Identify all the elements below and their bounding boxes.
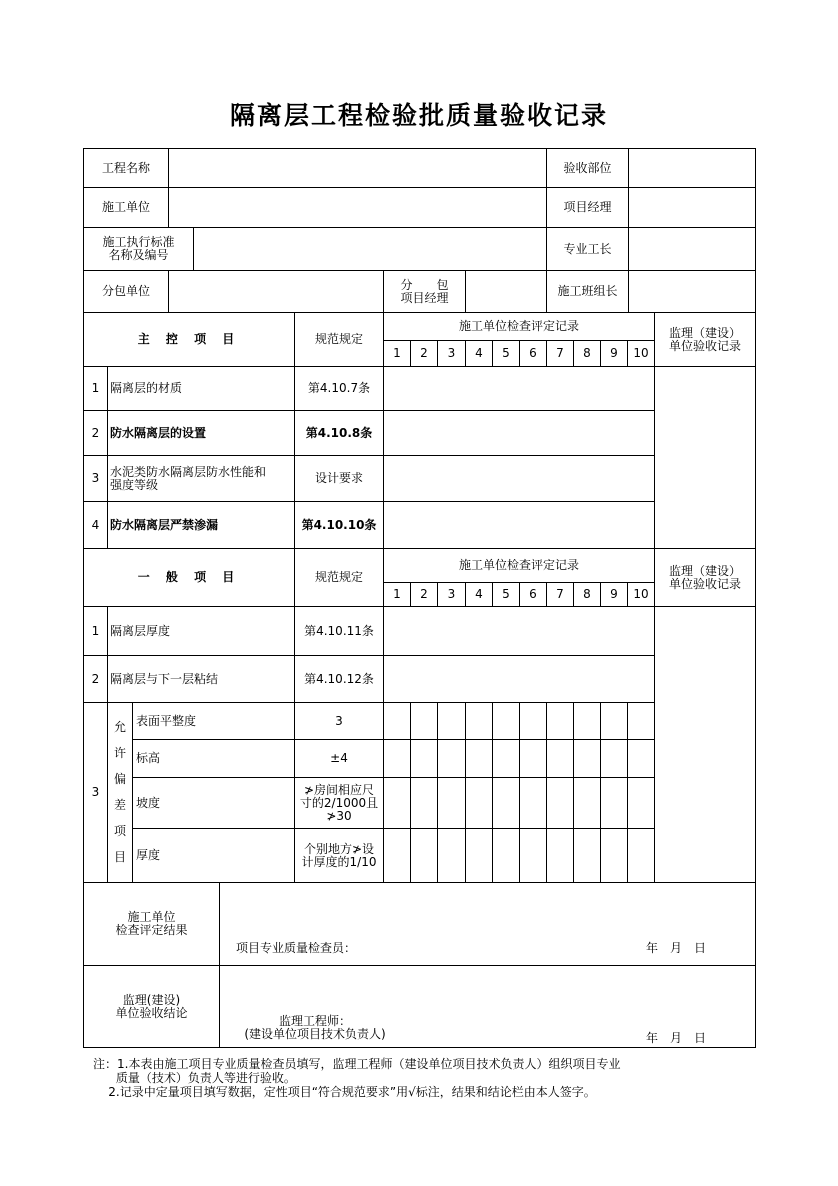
project-manager-label: 项目经理	[563, 200, 612, 214]
deviation-spec: ≯房间相应尺 寸的2/1000且 ≯30	[299, 782, 379, 823]
item-name: 防水隔离层严禁渗漏	[110, 517, 219, 532]
item-number: 1	[91, 381, 100, 395]
deviation-char: 项	[113, 823, 126, 838]
main-spec-label: 规范规定	[314, 332, 363, 346]
deviation-char: 许	[113, 745, 126, 760]
subcontract-unit-label: 分包单位	[101, 284, 150, 298]
item-number: 2	[91, 425, 100, 440]
note-line: 2.记录中定量项目填写数据，定性项目“符合规范要求”用√标注，结果和结论栏由本人签字。	[93, 1085, 596, 1099]
main-supervision-label: 监理（建设） 单位验收记录	[668, 325, 741, 353]
date-label: 年 月 日	[646, 940, 707, 955]
deviation-spec: ±4	[330, 751, 348, 765]
item-name: 隔离层与下一层粘结	[110, 671, 219, 686]
check-number: 3	[447, 346, 456, 360]
deviation-name: 坡度	[136, 795, 161, 810]
check-number: 10	[633, 587, 649, 601]
deviation-number: 3	[91, 785, 100, 799]
check-number: 9	[610, 587, 618, 601]
standard-label: 施工执行标准 名称及编号	[102, 235, 175, 262]
main-record-label: 施工单位检查评定记录	[458, 319, 579, 333]
item-spec: 第4.10.7条	[307, 381, 371, 395]
note-line: 质量（技术）负责人等进行验收。	[93, 1071, 296, 1085]
check-number: 7	[556, 346, 564, 360]
item-number: 2	[91, 671, 100, 686]
general-supervision-label: 监理（建设） 单位验收记录	[668, 563, 741, 591]
note-line: 注：1.本表由施工项目专业质量检查员填写，监理工程师（建设单位项目技术负责人）组织项目专业	[93, 1057, 621, 1071]
item-name: 隔离层厚度	[110, 623, 171, 638]
item-number: 4	[91, 517, 100, 532]
engineer-label: 监理工程师： (建设单位项目技术负责人)	[244, 1014, 386, 1041]
deviation-char: 差	[113, 797, 126, 812]
supervision-conclusion-label: 监理(建设) 单位验收结论	[115, 992, 188, 1020]
construction-result-label: 施工单位 检查评定结果	[115, 910, 188, 937]
inspector-label: 项目专业质量检查员：	[236, 940, 357, 955]
main-section-label: 主 控 项 目	[137, 332, 241, 346]
check-number: 8	[583, 346, 591, 360]
check-number: 7	[556, 587, 564, 601]
item-spec: 设计要求	[314, 471, 363, 485]
item-name: 防水隔离层的设置	[110, 425, 207, 440]
acceptance-part-label: 验收部位	[563, 160, 612, 175]
check-number: 10	[633, 346, 649, 360]
deviation-spec: 个别地方≯设 计厚度的1/10	[301, 841, 377, 869]
item-number: 1	[91, 623, 100, 638]
deviation-name: 厚度	[136, 848, 161, 862]
item-spec: 第4.10.12条	[304, 671, 374, 686]
check-number: 4	[475, 587, 483, 601]
check-number: 8	[583, 587, 591, 601]
item-spec: 第4.10.10条	[301, 517, 377, 532]
notes	[93, 1057, 620, 1099]
check-number: 6	[529, 587, 537, 601]
deviation-char: 偏	[113, 771, 126, 786]
general-spec-label: 规范规定	[314, 570, 363, 584]
check-number: 3	[447, 587, 456, 601]
deviation-char: 允	[113, 719, 126, 734]
deviation-spec: 3	[335, 713, 343, 728]
general-record-label: 施工单位检查评定记录	[458, 558, 579, 572]
construction-unit-label: 施工单位	[101, 200, 150, 214]
check-number: 1	[393, 346, 401, 360]
item-spec: 第4.10.11条	[304, 623, 374, 638]
check-number: 5	[502, 587, 510, 601]
check-number: 2	[420, 587, 428, 601]
item-name: 水泥类防水隔离层防水性能和 强度等级	[110, 464, 267, 492]
deviation-name: 标高	[136, 751, 161, 765]
check-number: 4	[475, 346, 483, 360]
team-leader-label: 施工班组长	[557, 284, 618, 298]
check-number: 9	[610, 346, 618, 360]
item-spec: 第4.10.8条	[305, 425, 373, 440]
date-label-2: 年 月 日	[646, 1030, 707, 1045]
check-number: 5	[502, 346, 510, 360]
deviation-char: 目	[113, 849, 126, 864]
check-number: 6	[529, 346, 537, 360]
check-number: 1	[393, 587, 401, 601]
item-name: 隔离层的材质	[110, 381, 183, 395]
check-number: 2	[420, 346, 428, 360]
subcontract-manager-label: 分 包 项目经理	[400, 277, 449, 305]
general-section-label: 一 般 项 目	[137, 570, 241, 584]
item-number: 3	[91, 471, 100, 485]
foreman-label: 专业工长	[563, 241, 612, 256]
project-name-label: 工程名称	[101, 160, 150, 175]
page-title: 隔离层工程检验批质量验收记录	[229, 101, 608, 130]
deviation-name: 表面平整度	[136, 713, 197, 728]
